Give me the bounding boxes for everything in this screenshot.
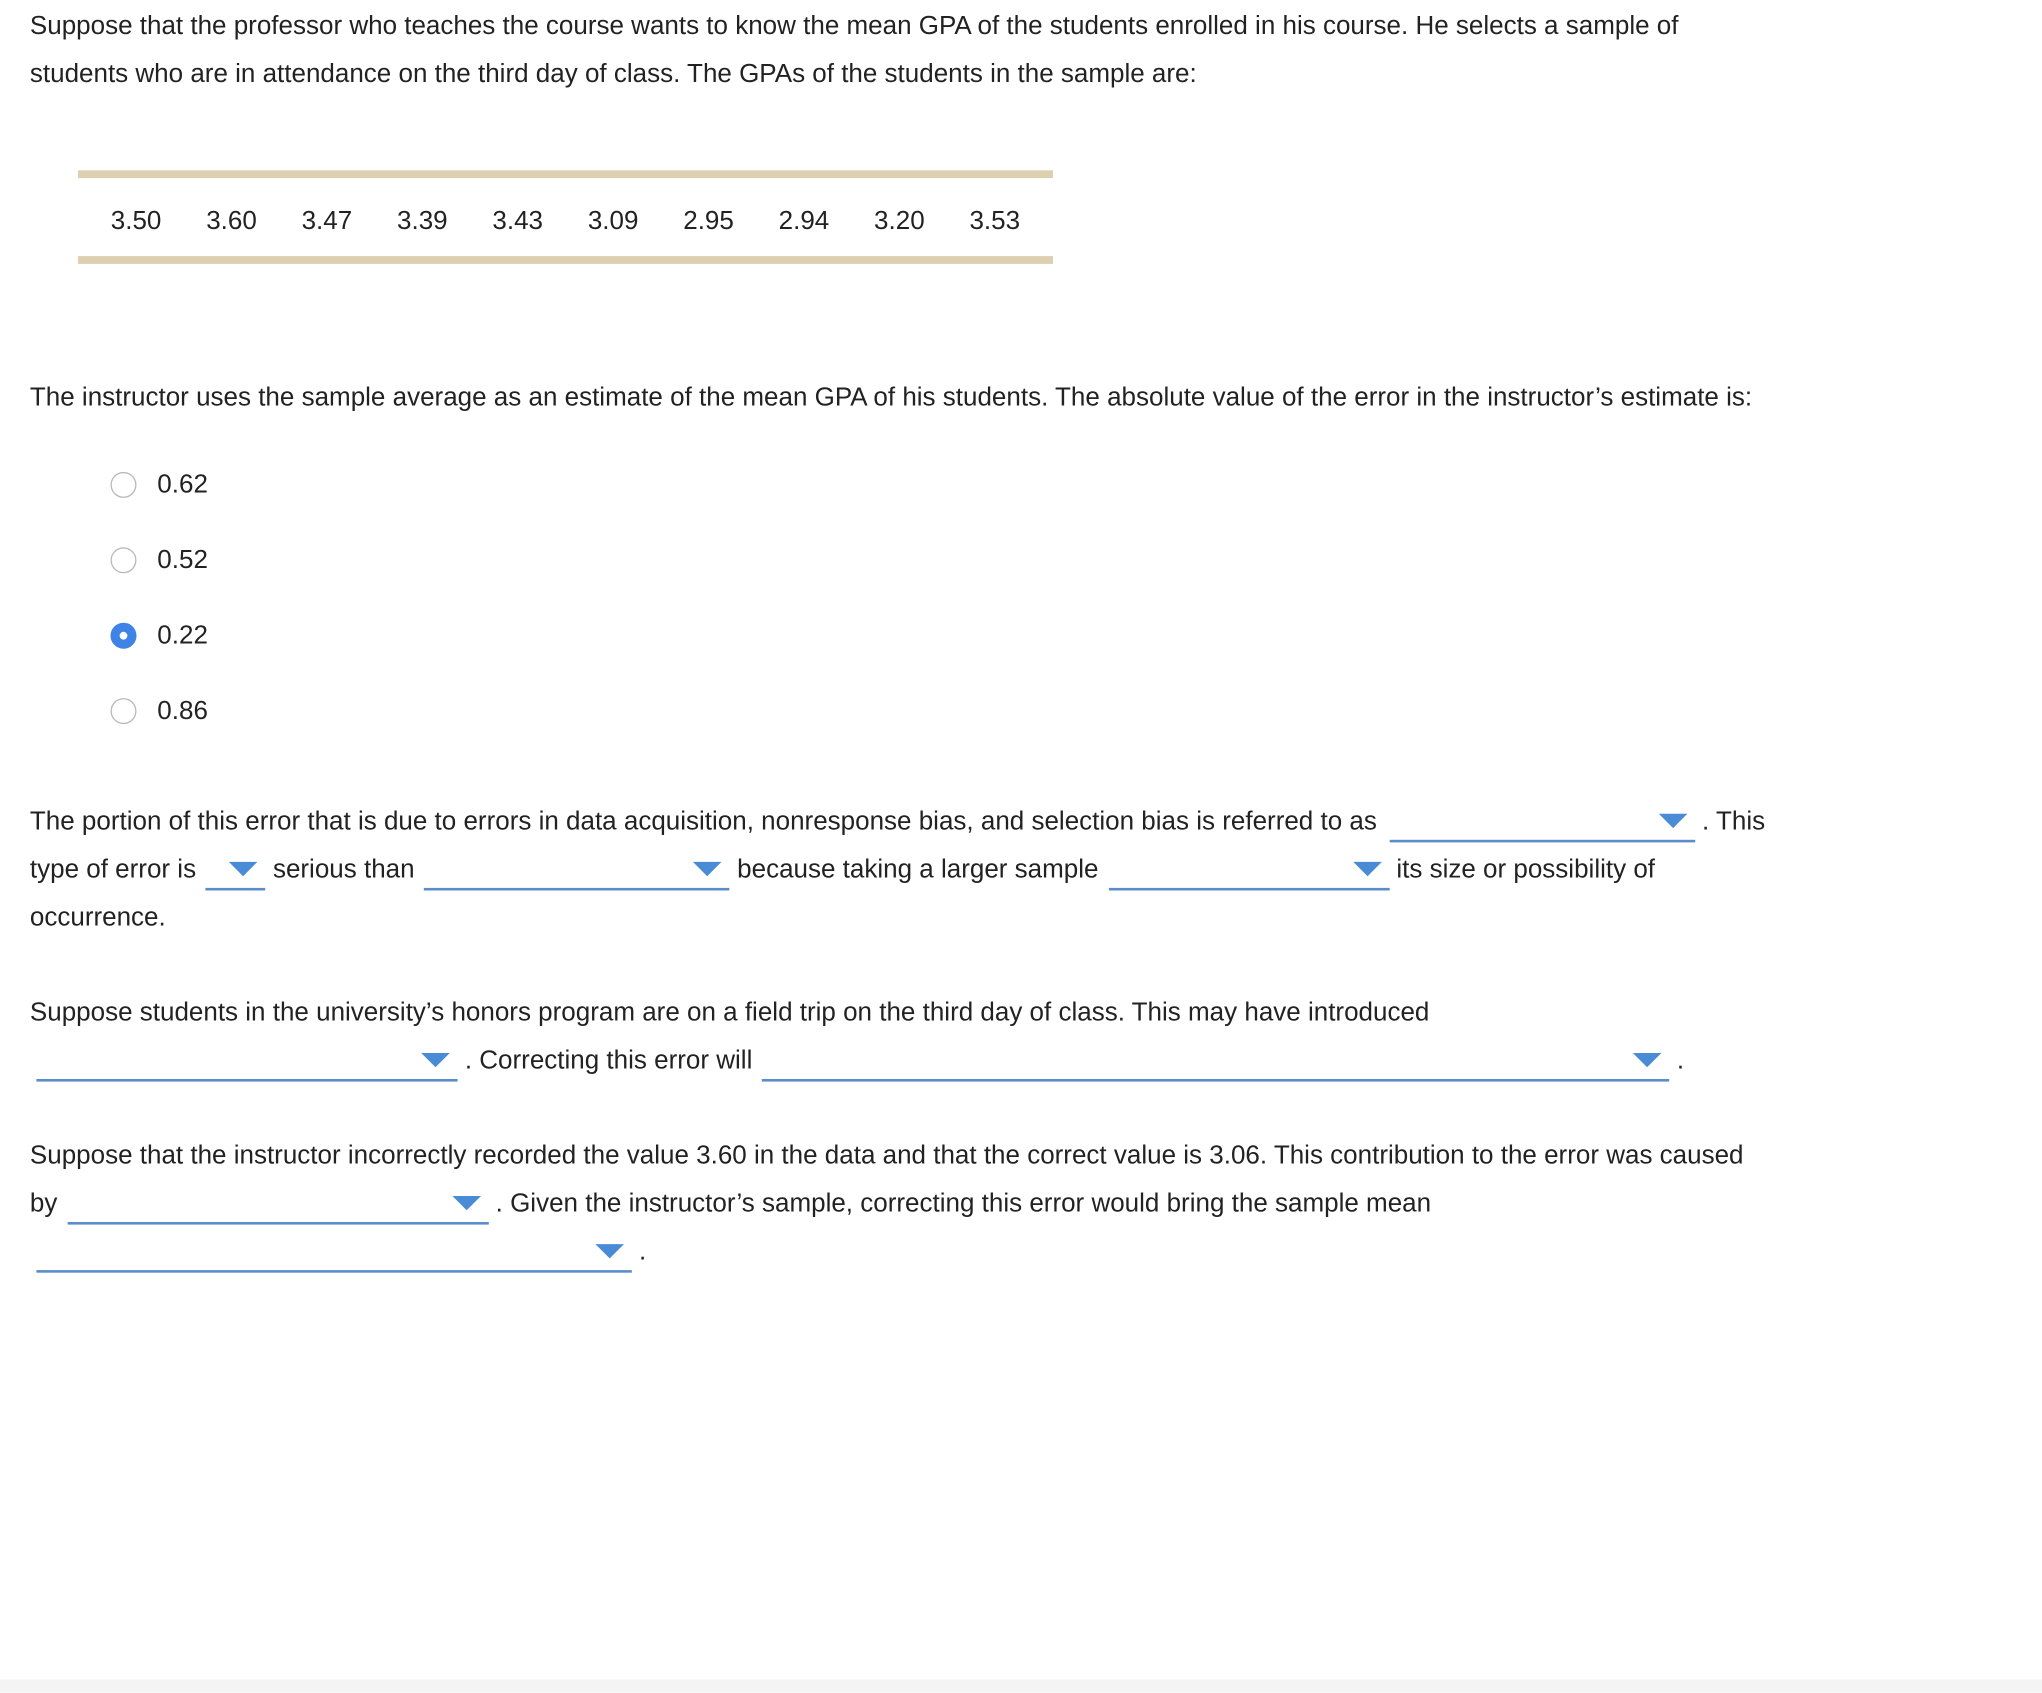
- recorded-line-1: [30, 1132, 1744, 1180]
- portion-text-6: its size or possibility of: [1396, 855, 1656, 884]
- gpa-value: 3.53: [969, 206, 1021, 236]
- comparison-error-dropdown[interactable]: [424, 851, 730, 890]
- option-2[interactable]: [110, 612, 207, 659]
- portion-paragraph: [30, 798, 1765, 942]
- recorded-line-3: [30, 1229, 1744, 1277]
- recorded-line-2: [30, 1180, 1744, 1228]
- error-type-dropdown[interactable]: [1389, 803, 1695, 842]
- portion-text-4: serious than: [272, 855, 415, 884]
- recorded-text-1: Suppose that the instructor incorrectly recorded the value 3.60 in the data and that the correct value is 3.06. This contribution to the error was caused: [29, 1141, 1744, 1170]
- recorded-text-4: .: [639, 1237, 647, 1267]
- option-1[interactable]: [110, 537, 207, 584]
- portion-line-2: [30, 846, 1765, 894]
- chevron-down-icon: [229, 862, 258, 876]
- honors-line-2: [30, 1037, 1684, 1085]
- chevron-down-icon: [452, 1196, 481, 1210]
- gpa-value: 3.47: [301, 206, 353, 236]
- gpa-value: 2.94: [778, 206, 830, 236]
- chevron-down-icon: [595, 1244, 624, 1258]
- cause-dropdown[interactable]: [67, 1186, 488, 1225]
- radio-button[interactable]: [110, 472, 136, 498]
- option-label: 0.62: [157, 469, 208, 499]
- intro-line-1: Suppose that the professor who teaches the course wants to know the mean GPA of the students enrolled in his course. He selects a sample of: [29, 11, 1679, 41]
- honors-text-1: Suppose students in the university’s honors program are on a field trip on the third day of class. This may have introduced: [29, 998, 1430, 1027]
- honors-line-1: [30, 989, 1684, 1037]
- intro-paragraph: [30, 3, 1679, 99]
- chevron-down-icon: [1353, 862, 1382, 876]
- option-0[interactable]: [110, 461, 207, 508]
- option-3[interactable]: [110, 688, 207, 735]
- option-label: 0.22: [157, 620, 208, 650]
- intro-line-2: students who are in attendance on the third day of class. The GPAs of the students in the sample are:: [29, 59, 1197, 89]
- gpa-value: 3.60: [206, 206, 257, 236]
- question-text: [30, 374, 1752, 422]
- portion-line-3: [30, 894, 1765, 942]
- gpa-value: 3.43: [492, 206, 544, 236]
- gpa-value: 3.39: [397, 206, 448, 236]
- chevron-down-icon: [421, 1053, 450, 1067]
- correcting-effect-dropdown[interactable]: [762, 1043, 1669, 1082]
- recorded-text-2: by: [29, 1189, 58, 1219]
- recorded-paragraph: [30, 1132, 1744, 1276]
- radio-button-selected[interactable]: [110, 623, 136, 649]
- chevron-down-icon: [694, 862, 723, 876]
- portion-line-1: [30, 798, 1765, 846]
- chevron-down-icon: [1633, 1053, 1662, 1067]
- question-line: The instructor uses the sample average as an estimate of the mean GPA of his students. The absolute value of the error in the instructor’s estimate is:: [29, 383, 1753, 413]
- gpa-row: [78, 202, 1053, 241]
- portion-text-5: because taking a larger sample: [737, 855, 1099, 884]
- portion-text-1: The portion of this error that is due to errors in data acquisition, nonresponse bias, and selection bias is referred to as: [29, 807, 1377, 836]
- recorded-text-3: . Given the instructor’s sample, correcting this error would bring the sample mean: [495, 1189, 1432, 1219]
- sample-effect-dropdown[interactable]: [1108, 851, 1389, 890]
- page-bottom-edge: [0, 1680, 2042, 1693]
- chevron-down-icon: [1658, 814, 1687, 828]
- introduced-error-dropdown[interactable]: [36, 1043, 457, 1082]
- honors-text-3: .: [1676, 1046, 1685, 1076]
- portion-text-2: . This: [1702, 807, 1766, 836]
- gpa-value: 2.95: [683, 206, 734, 236]
- radio-button[interactable]: [110, 698, 136, 724]
- option-label: 0.86: [157, 696, 208, 725]
- gpa-value: 3.09: [587, 206, 639, 236]
- honors-paragraph: [30, 989, 1684, 1085]
- radio-button[interactable]: [110, 547, 136, 573]
- portion-text-7: occurrence.: [29, 903, 166, 933]
- sample-mean-dropdown[interactable]: [36, 1234, 631, 1273]
- portion-text-3: type of error is: [29, 855, 197, 884]
- option-label: 0.52: [157, 545, 208, 574]
- gpa-value: 3.50: [110, 206, 162, 236]
- more-less-dropdown[interactable]: [206, 851, 266, 890]
- honors-text-2: . Correcting this error will: [464, 1046, 753, 1076]
- gpa-table: [78, 170, 1053, 264]
- gpa-value: 3.20: [874, 206, 925, 236]
